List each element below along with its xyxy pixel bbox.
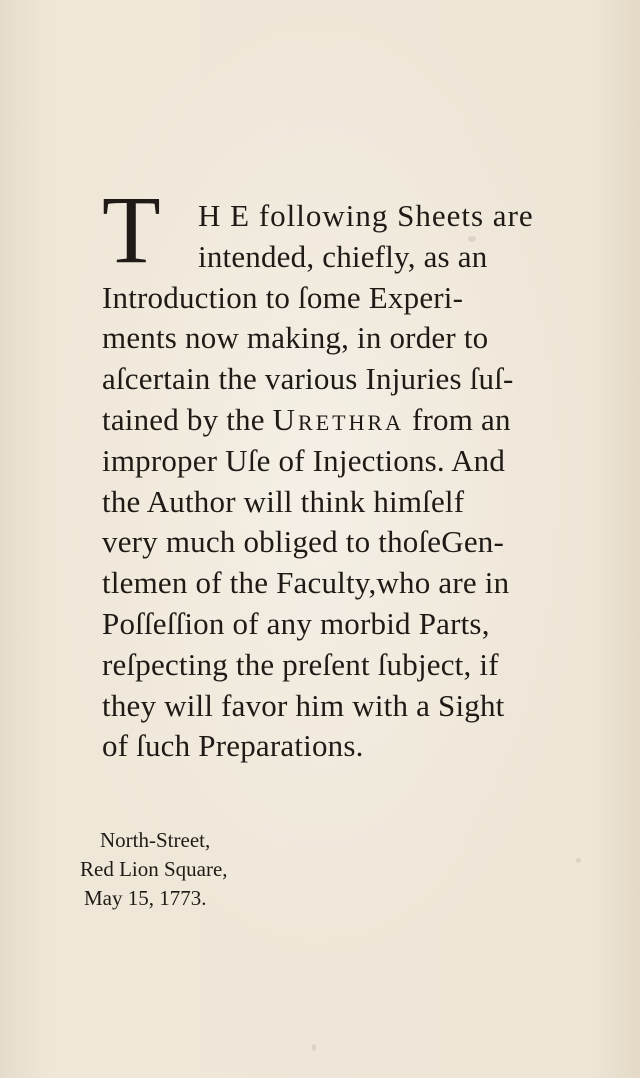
text-line-14: of ſuch Preparations. [102,728,364,764]
text-line-4: ments now making, in order to [102,320,489,356]
text-line-6 [102,400,546,441]
signature-block [80,826,228,913]
text-line-6-end: from an [404,401,511,437]
text-line-6-start: tained by the [102,401,273,437]
main-paragraph [102,176,546,767]
text-line-8: the Author will think himſelf [102,483,465,519]
text-line-12: reſpecting the preſent ſubject, if [102,646,499,682]
text-line-13: they will favor him with a Sight [102,687,505,723]
text-line-7: improper Uſe of Injections. And [102,442,506,478]
foxing-spot [576,858,581,863]
text-line-11: Poſſeſſion of any morbid Parts, [102,605,490,641]
drop-cap: T [102,176,161,283]
address-square: Red Lion Square, [80,857,228,881]
text-line-2: intended, chiefly, as an [198,238,488,274]
address-street: North-Street, [100,828,211,852]
date-line: May 15, 1773. [84,886,207,910]
text-line-1: H E following Sheets are [198,198,534,233]
text-line-10: tlemen of the Faculty,who are in [102,565,510,601]
foxing-spot [312,1044,316,1051]
text-line-3: Introduction to ſome Experi- [102,279,464,315]
urethra-word: Urethra [272,401,405,437]
text-line-5: aſcertain the various Injuries ſuſ- [102,361,514,397]
text-line-9: very much obliged to thoſeGen- [102,524,505,560]
